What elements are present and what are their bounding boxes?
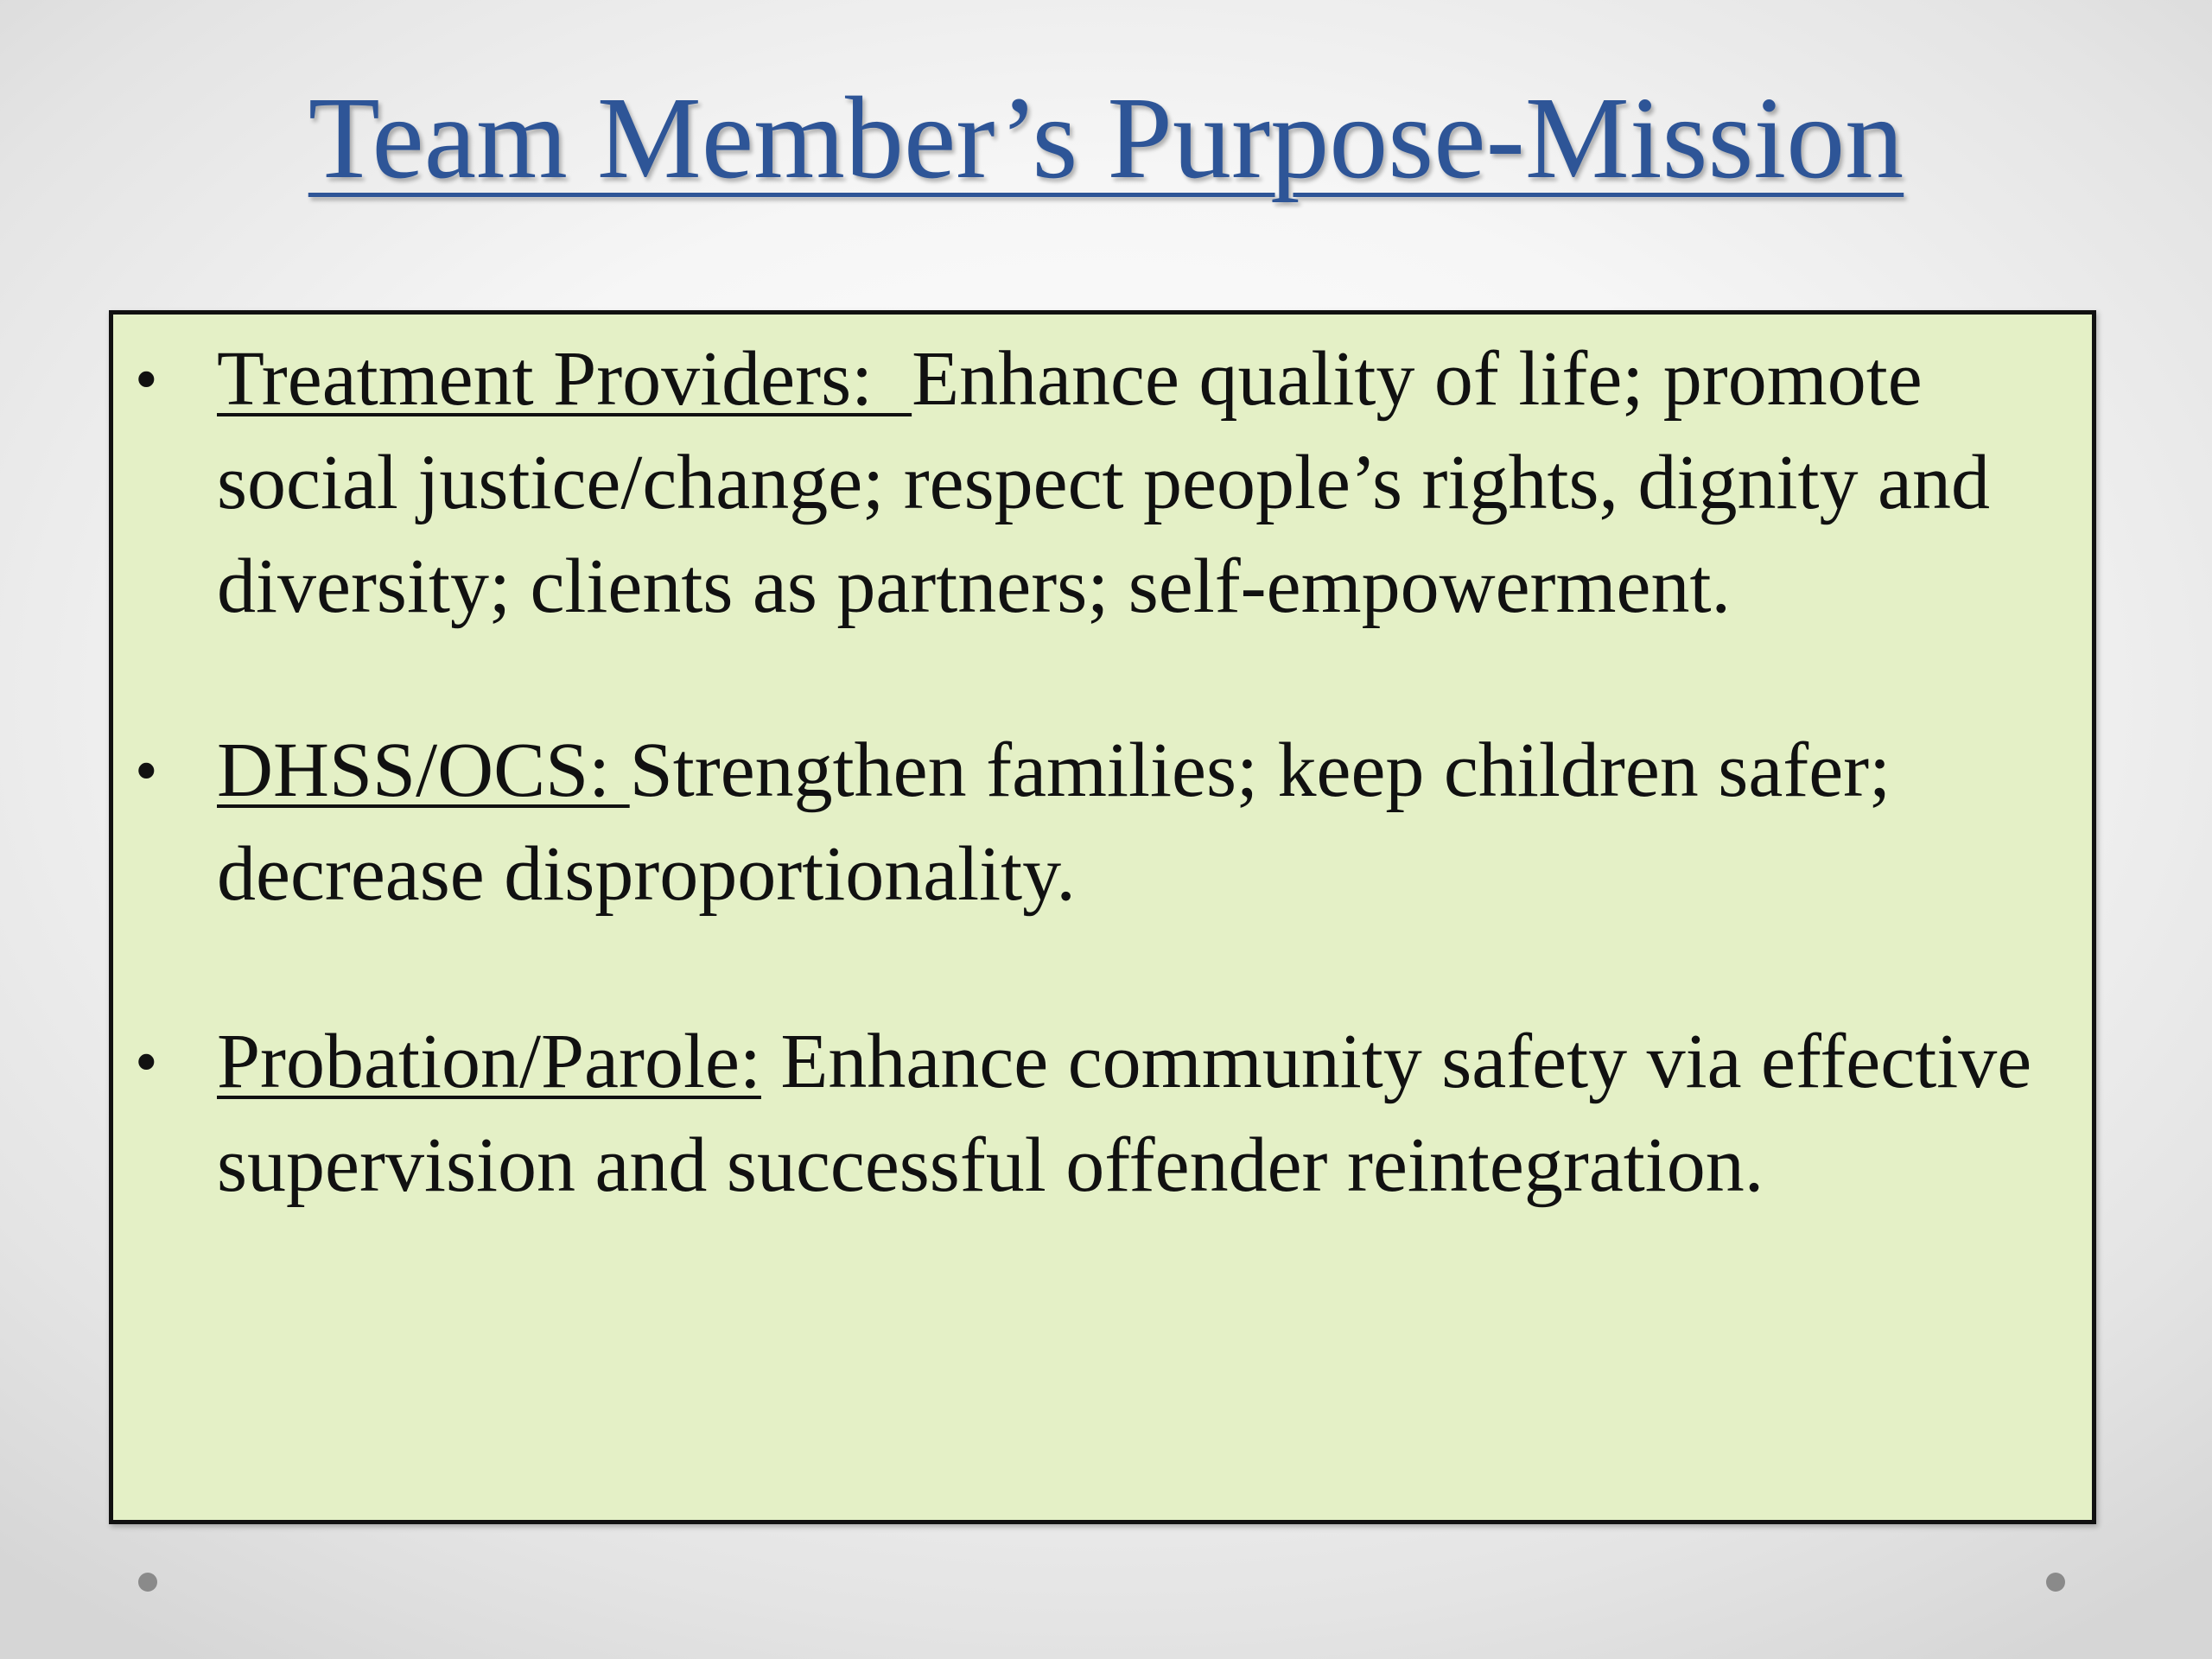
- bullet-text: [217, 327, 2066, 639]
- bullet-body: Enhance community safety via effective supervision and successful offender reintegration.: [217, 1019, 2032, 1208]
- bullet-heading: DHSS/OCS:: [217, 728, 630, 813]
- bullet-icon: •: [135, 734, 158, 807]
- bullet-body: Strengthen families; keep children safer; decrease disproportionality.: [217, 728, 1891, 917]
- bullet-body: Enhance quality of life; promote social justice/change; respect people’s rights, dignity and diversity; clients as partners; self-empowerment.: [217, 336, 1990, 629]
- content-box: [109, 310, 2096, 1524]
- bullet-heading: Treatment Providers:: [217, 336, 912, 422]
- decorative-dot-left: [138, 1573, 157, 1592]
- bullet-icon: •: [135, 343, 158, 416]
- decorative-dot-right: [2046, 1573, 2065, 1592]
- bullet-text: [217, 1010, 2066, 1217]
- bullet-icon: •: [135, 1026, 158, 1098]
- slide-title: Team Member’s Purpose-Mission: [308, 73, 1904, 203]
- bullet-text: [217, 719, 2066, 926]
- bullet-heading: Probation/Parole:: [217, 1019, 761, 1104]
